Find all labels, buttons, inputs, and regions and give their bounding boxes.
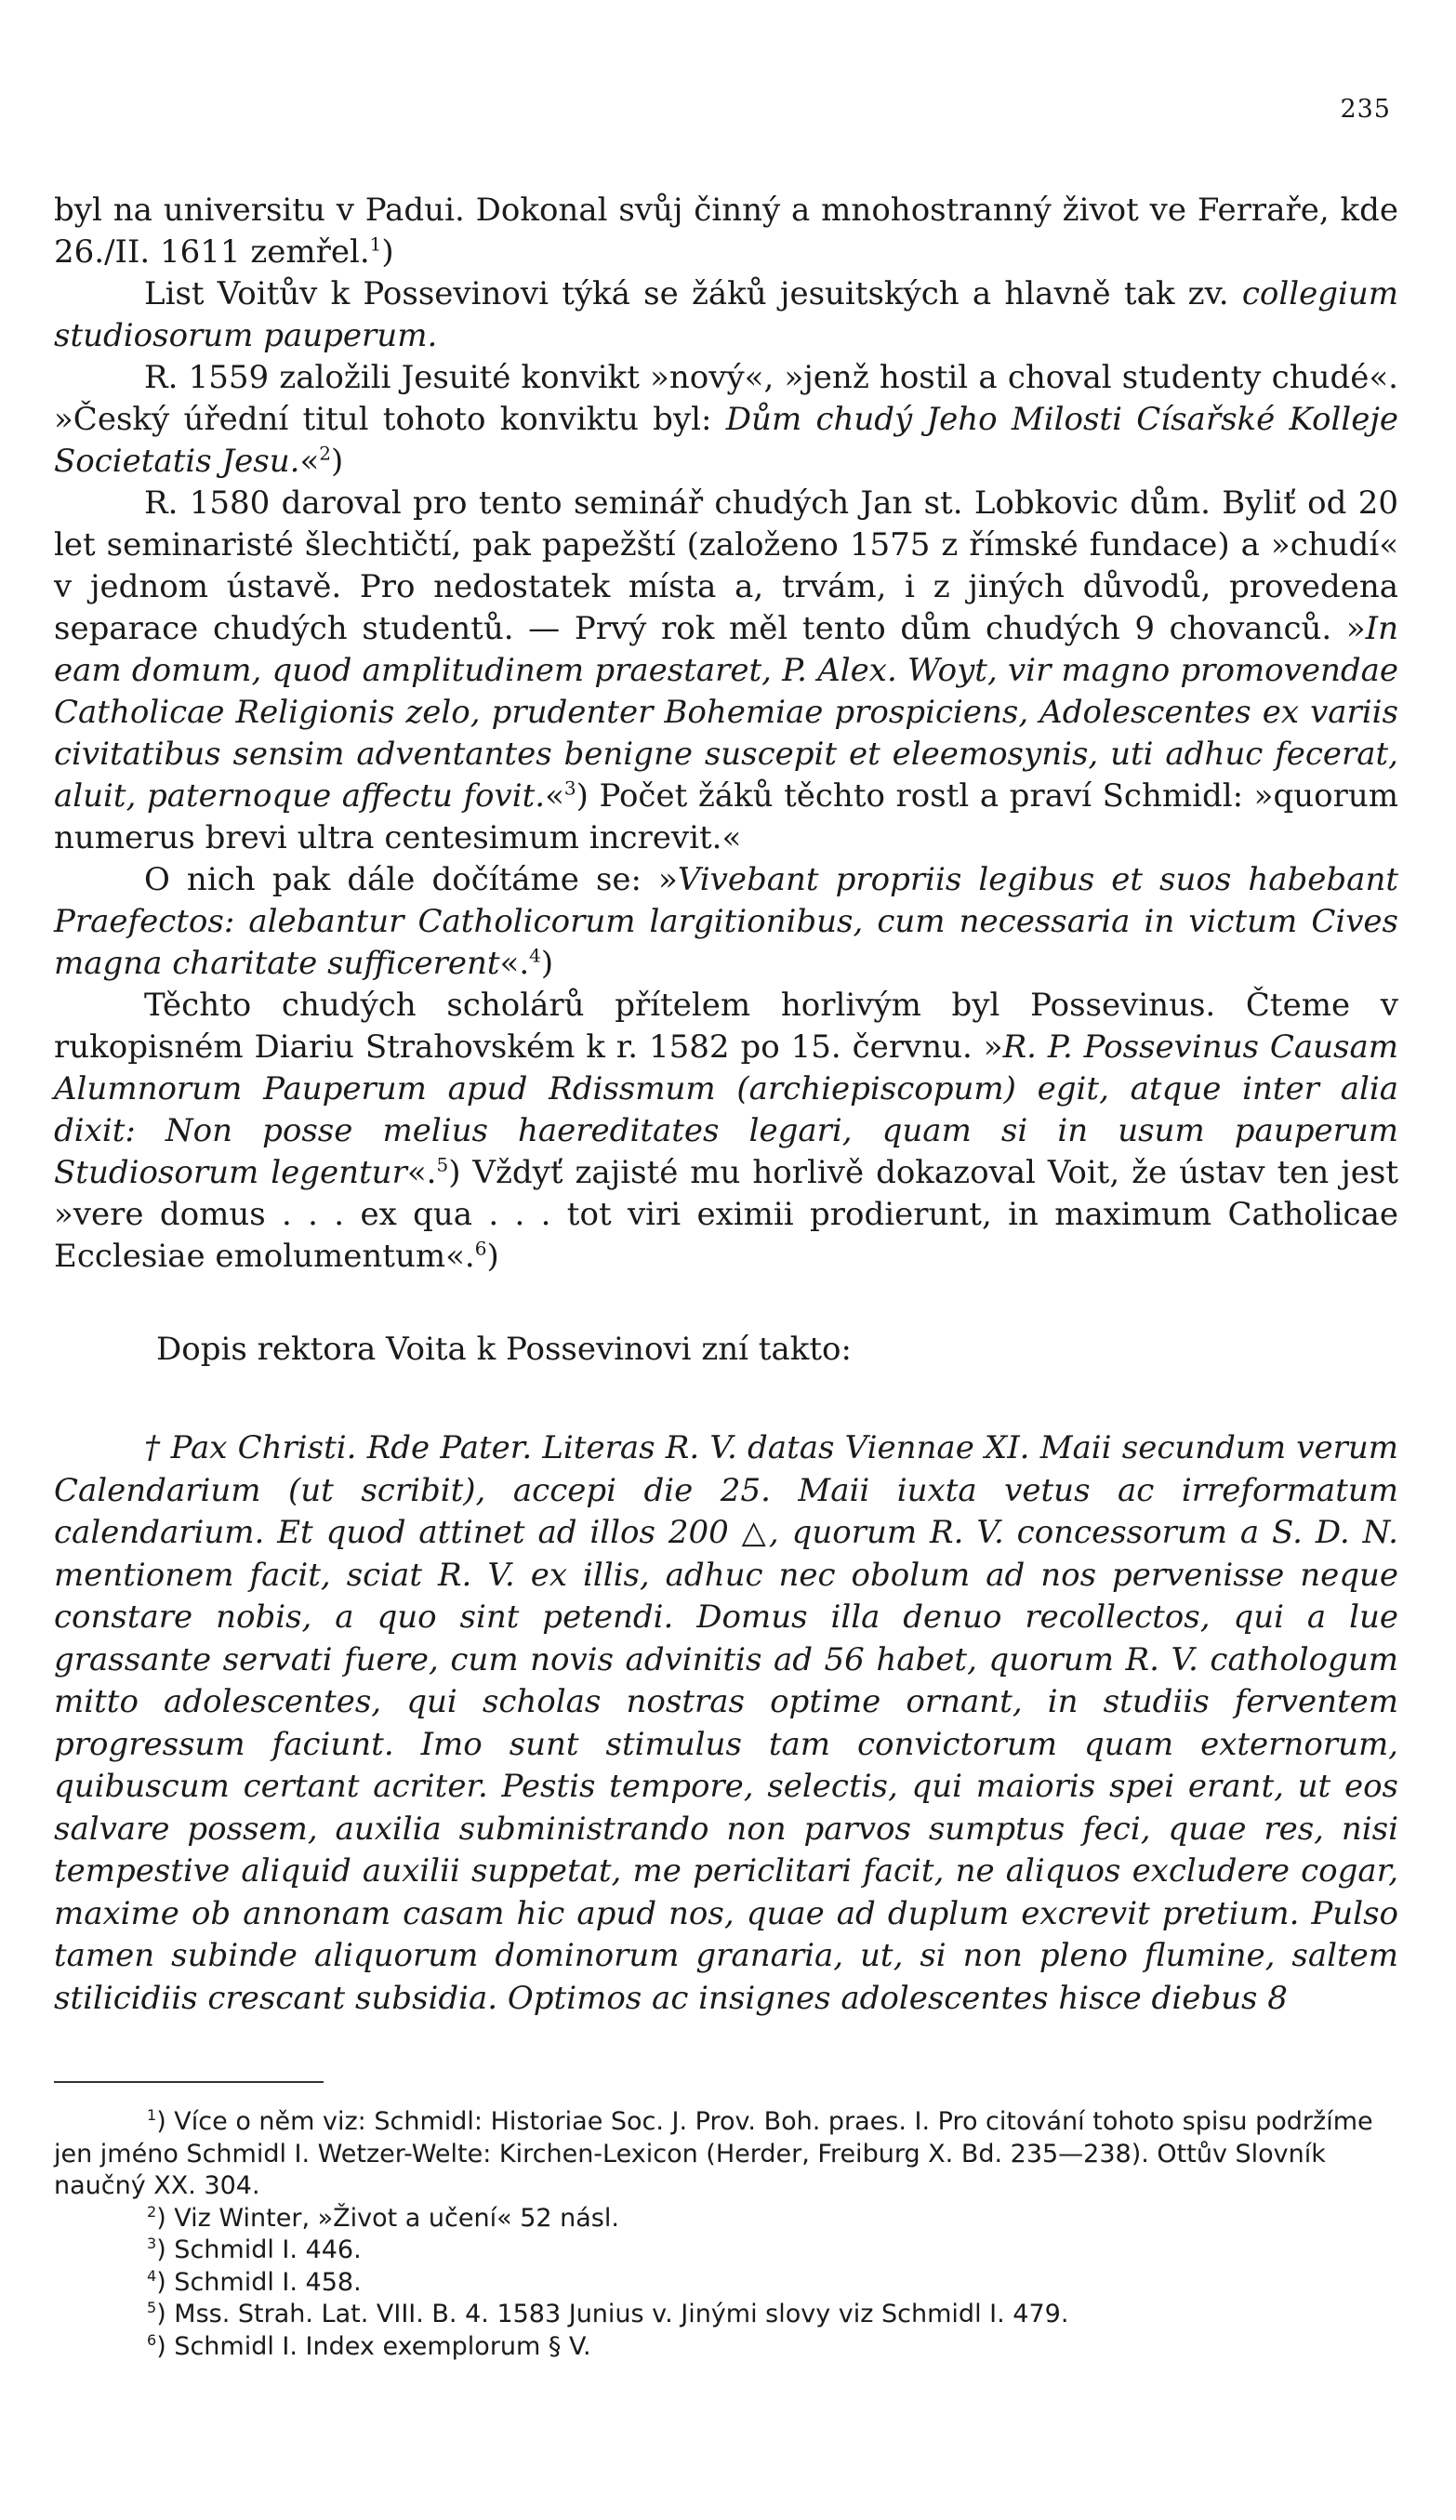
- p5-latin: Vivebant propriis legibus et suos habebant Praefectos: alebantur Catholicorum largitionibus, cum necessaria in victum Cives magna charitate sufficerent: [54, 861, 1399, 982]
- p6-text-end: ): [486, 1238, 499, 1275]
- footnote-mark: 2: [147, 2202, 157, 2221]
- footnote-ref-3: 3: [563, 776, 576, 800]
- footnote-text: ) Schmidl I. Index exemplorum § V.: [156, 2331, 591, 2361]
- footnote-mark: 4: [147, 2266, 157, 2285]
- footnote-mark: 1: [147, 2106, 157, 2124]
- p5-text: O nich pak dále dočítáme se: »: [144, 861, 678, 898]
- p4-latin: In eam domum, quod amplitudinem praestaret, P. Alex. Woyt, vir magno promovendae Catholicae Religionis zelo, prudenter Bohemiae prospiciens, Adolescentes ex variis civitatibus sensim adventantes benigne suscepit et eleemosynis, uti adhuc fecerat, aluit, paternoque affectu fovit.: [54, 610, 1398, 815]
- footnote-6: [54, 2331, 1398, 2364]
- p1-text: byl na universitu v Padui. Dokonal svůj činný a mnohostranný život ve Ferraře, kde 26./II. 1611 zemřel.: [54, 192, 1398, 271]
- p5-quote: «.: [499, 945, 530, 982]
- footnote-text: ) Více o něm viz: Schmidl: Historiae Soc. J. Prov. Boh. praes. I. Pro citování tohoto spisu podržíme jen jméno Schmidl I. Wetzer-Welte: Kirchen-Lexicon (Herder, Freiburg X. Bd. 235—238). Ottův Slovník naučný XX. 304.: [54, 2107, 1373, 2200]
- p5-text-end: ): [540, 945, 554, 982]
- p6-text: Těchto chudých scholárů přítelem horlivým byl Possevinus. Čteme v rukopisném Diariu Strahovském k r. 1582 po 15. červnu. »: [54, 987, 1398, 1066]
- p4-text: R. 1580 daroval pro tento seminář chudých Jan st. Lobkovic dům. Byliť od 20 let seminaristé šlechtičtí, pak papežští (založeno 1575 z římské fundace) a »chudí« v jednom ústavě. Pro nedostatek místa a, trvám, i z jiných důvodů, provedena separace chudých studentů. — Prvý rok měl tento dům chudých 9 chovanců. »: [54, 484, 1398, 647]
- letter-text: † Pax Christi. Rde Pater. Literas R. V. datas Viennae XI. Maii secundum verum Calendarium (ut scribit), accepi die 25. Maii iuxta vetus ac irreformatum calendarium. Et quod attinet ad illos 200 △, quorum R. V. concessorum a S. D. N. mentionem facit, sciat R. V. ex illis, adhuc nec obolum ad nos pervenisse neque constare nobis, a quo sint petendi. Domus illa denuo recollectos, qui a lue grassante servati fuere, cum novis advinitis ad 56 habet, quorum R. V. cathologum mitto adolescentes, qui scholas nostras optime ornant, in studiis ferventem progressum faciunt. Imo sunt stimulus tam convictorum quam externorum, quibuscum certant acriter. Pestis tempore, selectis, qui maioris spei erant, ut eos salvare possem, auxilia subministrando non parvos sumptus feci, quae res, nisi tempestive aliquid auxilii suppetat, me periclitari facit, ne aliquos excludere cogar, maxime ob annonam casam hic apud nos, quae ad duplum excrevit pretium. Pulso tamen subinde aliquorum dominorum granaria, ut, si non pleno flumine, saltem stilicidiis crescant subsidia. Optimos ac insignes adolescentes hisce diebus 8: [54, 1429, 1398, 2017]
- p4-quote: «: [545, 777, 564, 815]
- footnotes: [54, 2106, 1398, 2363]
- footnote-mark: 6: [147, 2330, 157, 2349]
- footnote-mark: 3: [147, 2235, 157, 2252]
- footnote-mark: 5: [147, 2299, 157, 2316]
- p6-latin: R. P. Possevinus Causam Alumnorum Pauperum apud Rdissmum (archiepiscopum) egit, atque inter alia dixit: Non posse melius haereditates legari, quam si in usum pauperum Studiosorum legentur: [54, 1028, 1399, 1191]
- page-number: 235: [1340, 95, 1391, 124]
- footnote-text: ) Mss. Strah. Lat. VIII. B. 4. 1583 Junius v. Jinými slovy viz Schmidl I. 479.: [156, 2300, 1069, 2328]
- letter-intro: Dopis rektora Voita k Possevinovi zní takto:: [156, 1331, 852, 1368]
- footnote-text: ) Viz Winter, »Život a učení« 52 násl.: [156, 2203, 619, 2233]
- paragraph-1: [54, 190, 1398, 273]
- p3-quote: «: [299, 443, 320, 480]
- footnote-5: [54, 2299, 1398, 2331]
- paragraph-2: [54, 273, 1398, 357]
- footnote-1: [54, 2106, 1398, 2203]
- paragraph-3: [54, 357, 1398, 483]
- footnote-ref-2: 2: [319, 442, 331, 465]
- footnote-4: [54, 2267, 1398, 2300]
- footnote-ref-4: 4: [529, 944, 541, 967]
- footnote-ref-1: 1: [369, 232, 382, 256]
- footnote-text: ) Schmidl I. 458.: [156, 2267, 362, 2297]
- main-text: [54, 190, 1398, 1371]
- p3-title: Dům chudý Jeho Milosti Císařské Kolleje Societatis Jesu.: [54, 401, 1399, 480]
- footnote-2: [54, 2203, 1398, 2235]
- p6-quote: «.: [406, 1154, 437, 1191]
- paragraph-4: [54, 483, 1398, 859]
- footnote-text: ) Schmidl I. 446.: [156, 2235, 362, 2264]
- p3-text: R. 1559 založili Jesuité konvikt »nový«, »jenž hostil a choval studenty chudé«. »Český úřední titul tohoto konviktu byl:: [54, 359, 1398, 438]
- latin-letter: [54, 1427, 1398, 2020]
- p6-text-mid: ) Vždyť zajisté mu horlivě dokazoval Voit, že ústav ten jest »vere domus . . . ex qua . . . tot viri eximii prodierunt, in maximum Catholicae Ecclesiae emolumentum«.: [54, 1154, 1398, 1275]
- paragraph-6: [54, 985, 1398, 1278]
- footnote-divider: [54, 2081, 324, 2083]
- footnote-ref-5: 5: [436, 1153, 449, 1176]
- p2-latin: collegium studiosorum pauperum.: [54, 275, 1399, 354]
- paragraph-5: [54, 859, 1398, 985]
- p4-text-end: ) Počet žáků těchto rostl a praví Schmidl: »quorum numerus brevi ultra centesimum increvit.«: [54, 777, 1398, 856]
- footnote-ref-6: 6: [474, 1237, 487, 1260]
- p3-text-end: ): [330, 443, 344, 480]
- footnote-3: [54, 2235, 1398, 2267]
- p1-text-end: ): [381, 233, 394, 271]
- p2-text: List Voitův k Possevinovi týká se žáků jesuitských a hlavně tak zv.: [144, 275, 1229, 312]
